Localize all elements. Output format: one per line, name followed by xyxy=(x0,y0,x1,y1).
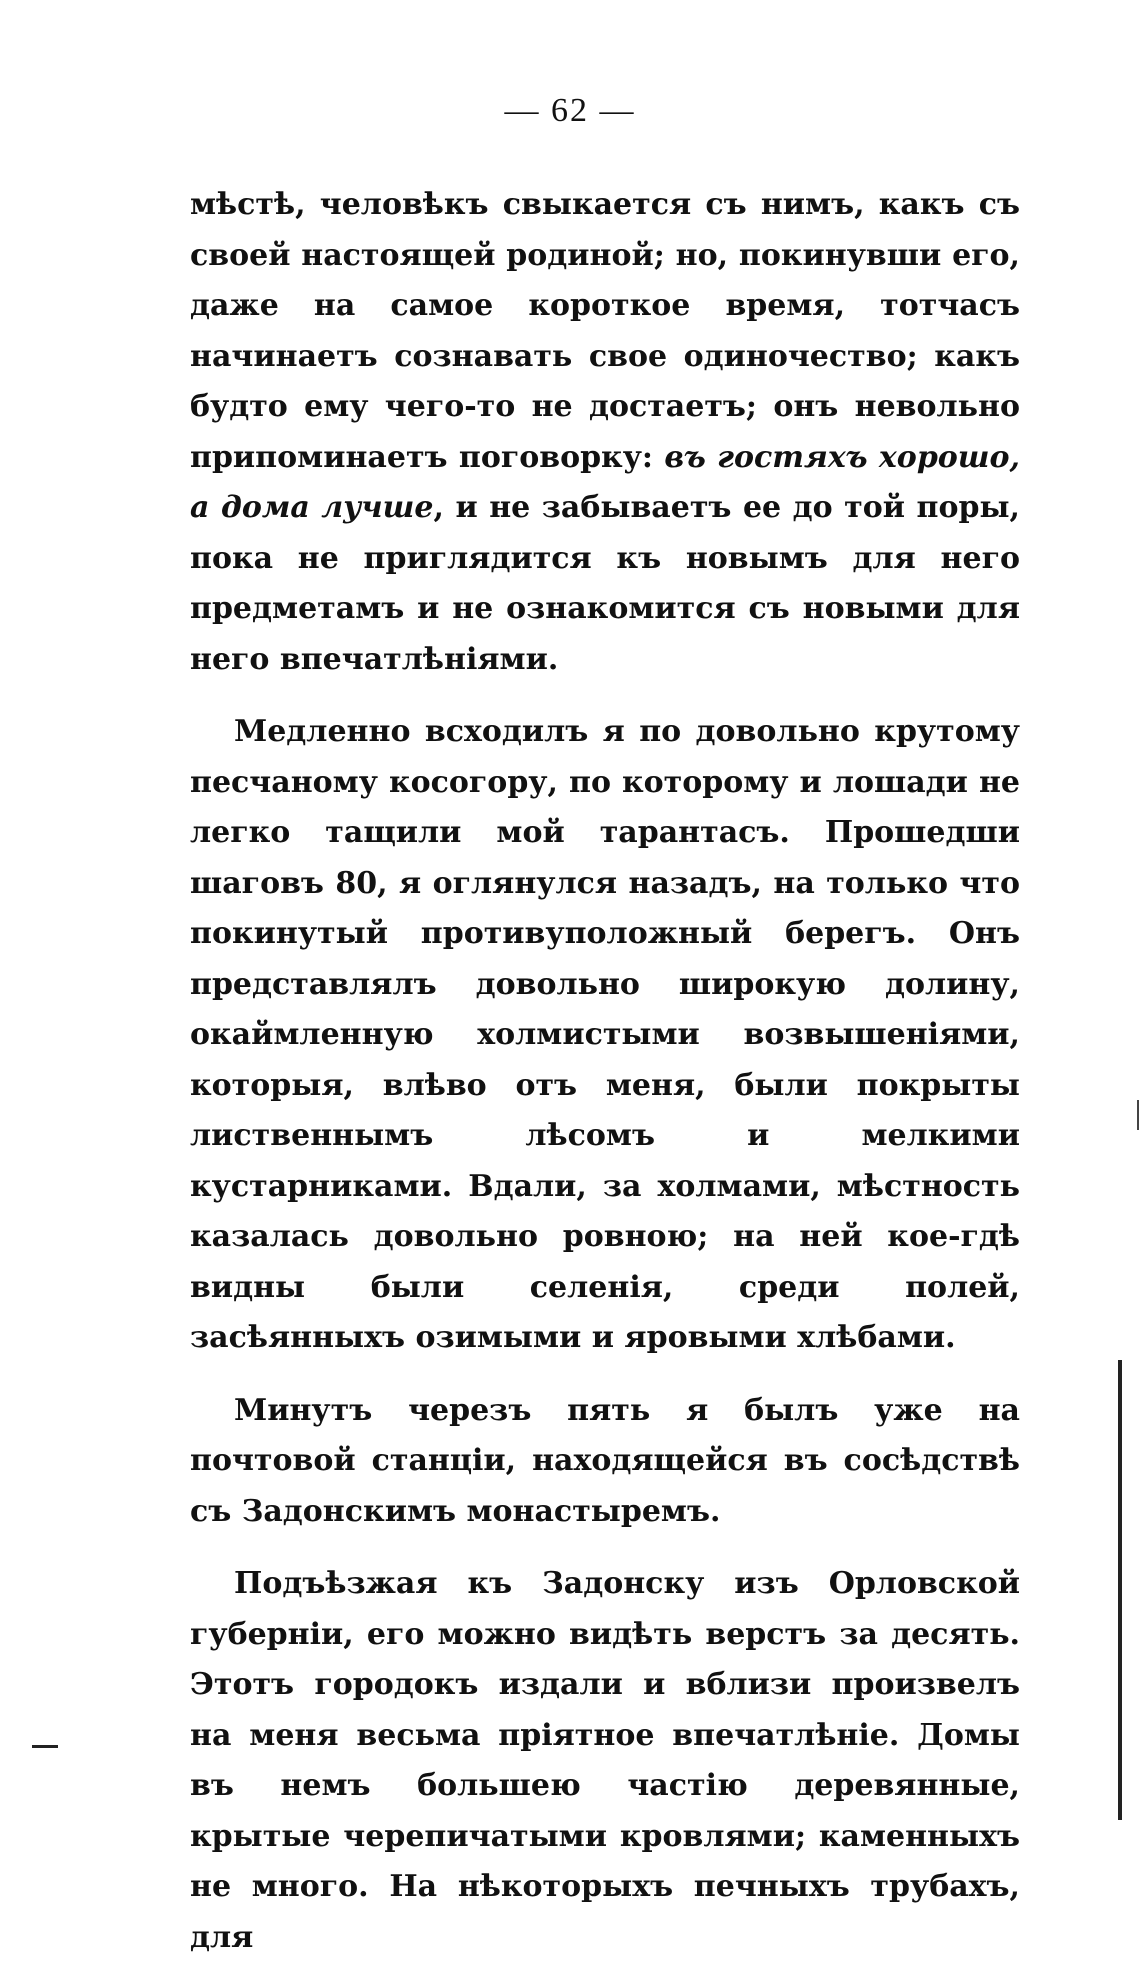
paragraph xyxy=(190,180,1020,685)
paragraph xyxy=(190,1559,1020,1963)
text-segment: Подъѣзжая къ Задонску изъ Орловской губерніи, его можно видѣть верстъ за десять. Этотъ городокъ издали и вблизи произвелъ на меня весьма пріятное впечатлѣніе. Домы въ немъ большею частію деревянные, крытые черепичатыми кровлями; каменныхъ не много. На нѣкоторыхъ печныхъ трубахъ, для xyxy=(190,1566,1020,1955)
paragraph xyxy=(190,707,1020,1364)
text-segment: Медленно всходилъ я по довольно крутому песчаному косогору, по которому и лошади не легко тащили мой тарантасъ. Прошедши шаговъ 80, я оглянулся назадъ, на только что покинутый противуположный берегъ. Онъ представлялъ довольно широкую долину, окаймленную холмистыми возвышеніями, которыя, влѣво отъ меня, были покрыты лиственнымъ лѣсомъ и мелкими кустарниками. Вдали, за холмами, мѣстность казалась довольно ровною; на ней кое-гдѣ видны были селенія, среди полей, засѣянныхъ озимыми и яровыми хлѣбами. xyxy=(190,714,1020,1355)
page-number: — 62 — xyxy=(504,92,636,129)
text-segment: , и не забываетъ ее до той поры, пока не приглядится къ новымъ для него предметамъ и не ознакомится съ новыми для него впечатлѣніями. xyxy=(190,490,1020,677)
margin-mark xyxy=(32,1745,58,1748)
text-segment: Минутъ черезъ пять я былъ уже на почтовой станціи, находящейся въ сосѣдствѣ съ Задонскимъ монастыремъ. xyxy=(190,1392,1020,1529)
binding-edge-rule xyxy=(1118,1360,1122,1820)
italic-proverb: въ гостяхъ хорошо, а дома лучше xyxy=(190,439,1020,525)
paragraph xyxy=(190,1386,1020,1538)
text-segment: мѣстѣ, человѣкъ свыкается съ нимъ, какъ съ своей настоящей родиной; но, покинувши его, даже на самое короткое время, тотчасъ начинаетъ сознавать свое одиночество; какъ будто ему чего-то не достаетъ; онъ невольно припоминаетъ поговорку: xyxy=(190,187,1020,475)
margin-tick xyxy=(1137,1100,1139,1130)
body-text xyxy=(190,180,1020,1985)
